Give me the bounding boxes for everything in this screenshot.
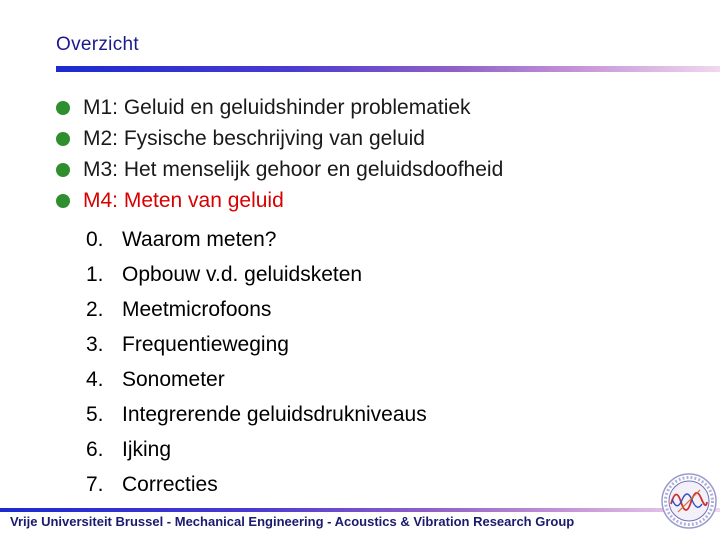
topic-label: Meetmicrofoons: [122, 298, 272, 321]
topic-item: [86, 362, 427, 397]
topic-item: [86, 397, 427, 432]
module-item-m1: [56, 92, 503, 123]
module-label: M1: Geluid en geluidshinder problematiek: [83, 96, 471, 119]
topic-label: Correcties: [122, 473, 218, 496]
footer-divider: [0, 508, 720, 512]
topic-number: 0.: [86, 228, 104, 251]
topic-label: Waarom meten?: [122, 228, 277, 251]
topic-number: 5.: [86, 403, 104, 426]
topic-number: 2.: [86, 298, 104, 321]
module-label: M3: Het menselijk gehoor en geluidsdoofheid: [83, 158, 504, 181]
topic-number: 7.: [86, 473, 104, 496]
module-label: M4: Meten van geluid: [83, 189, 284, 212]
topic-label: Integrerende geluidsdrukniveaus: [122, 403, 427, 426]
bullet-dot-icon: [56, 163, 70, 177]
topic-item: [86, 222, 427, 257]
topic-item: [86, 292, 427, 327]
module-list: [56, 92, 503, 216]
module-item-m2: [56, 123, 503, 154]
topic-label: Sonometer: [122, 368, 225, 391]
title-divider: [56, 66, 720, 72]
bullet-dot-icon: [56, 194, 70, 208]
module-item-m4: [56, 185, 503, 216]
topic-number: 3.: [86, 333, 104, 356]
module-label: M2: Fysische beschrijving van geluid: [83, 127, 425, 150]
topic-item: [86, 257, 427, 292]
topic-item: [86, 467, 427, 502]
module-item-m3: [56, 154, 503, 185]
bullet-dot-icon: [56, 101, 70, 115]
topic-number: 6.: [86, 438, 104, 461]
topic-label: Ijking: [122, 438, 172, 461]
topic-item: [86, 432, 427, 467]
footer-credit: Vrije Universiteit Brussel - Mechanical Engineering - Acoustics & Vibration Research Group: [10, 514, 575, 529]
topic-label: Opbouw v.d. geluidsketen: [122, 263, 363, 286]
topic-number: 1.: [86, 263, 104, 286]
topic-item: [86, 327, 427, 362]
slide-title: Overzicht: [56, 34, 139, 55]
topic-list: [86, 222, 427, 502]
bullet-dot-icon: [56, 132, 70, 146]
topic-number: 4.: [86, 368, 104, 391]
research-group-logo-icon: [660, 472, 718, 530]
topic-label: Frequentieweging: [122, 333, 289, 356]
